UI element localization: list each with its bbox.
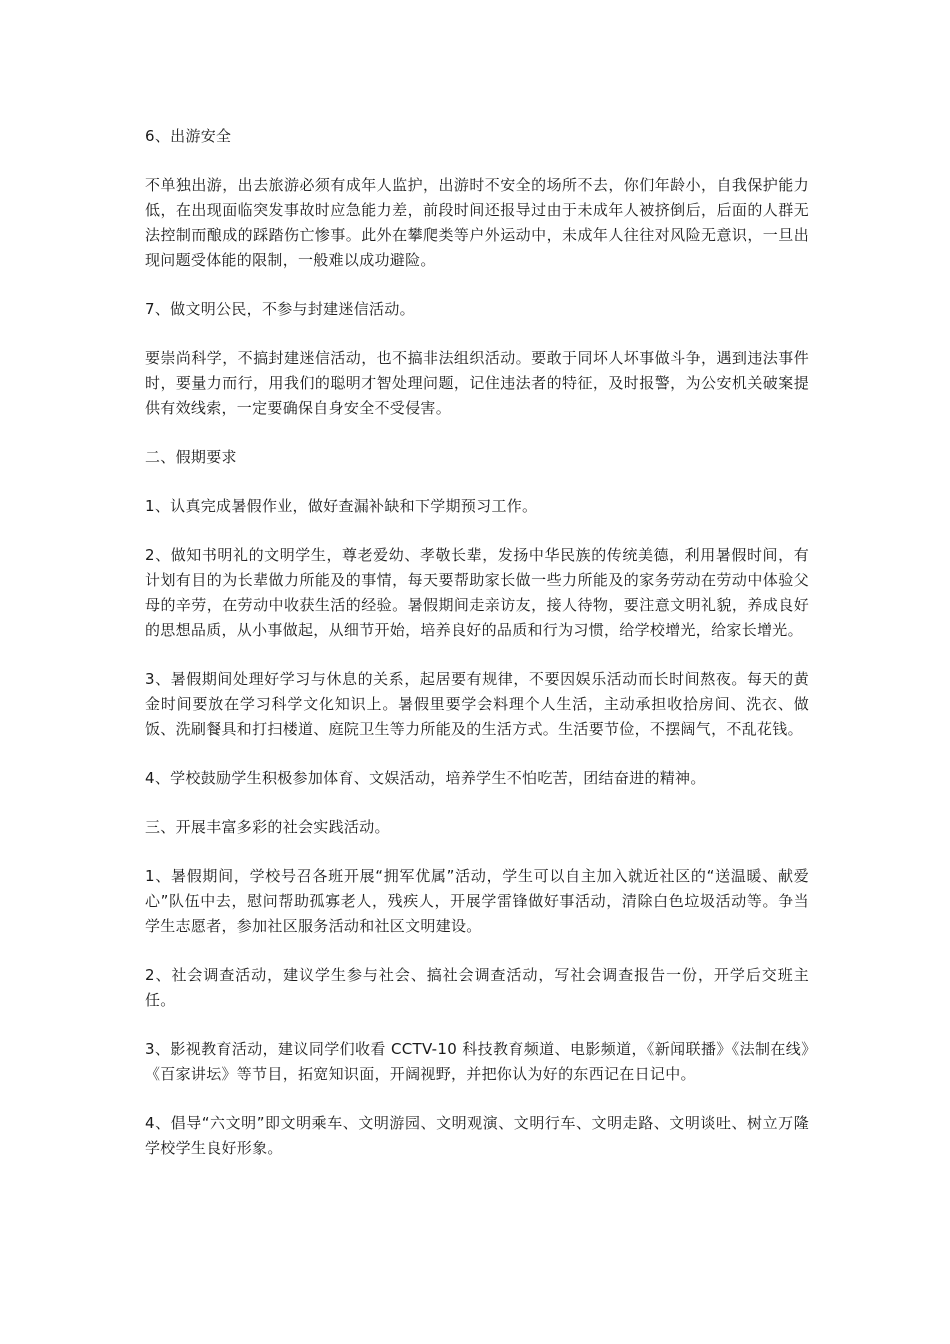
paragraph-practice-1: 1、暑假期间，学校号召各班开展“拥军优属”活动，学生可以自主加入就近社区的“送温暖、献爱心”队伍中去，慰问帮助孤寡老人，残疾人，开展学雷锋做好事活动，清除白色垃圾活动等。争当学生志愿者，参加社区服务活动和社区文明建设。 bbox=[145, 867, 809, 935]
paragraph-requirement-1: 1、认真完成暑假作业，做好查漏补缺和下学期预习工作。 bbox=[145, 497, 538, 515]
section-heading-travel-safety: 6、出游安全 bbox=[145, 127, 232, 145]
paragraph-requirement-2: 2、做知书明礼的文明学生，尊老爱幼、孝敬长辈，发扬中华民族的传统美德，利用暑假时间，有计划有目的为长辈做力所能及的事情，每天要帮助家长做一些力所能及的家务劳动在劳动中体验父母的辛劳，在劳动中收获生活的经验。暑假期间走亲访友，接人待物，要注意文明礼貌，养成良好的思想品质，从小事做起，从细节开始，培养良好的品质和行为习惯，给学校增光，给家长增光。 bbox=[145, 546, 809, 639]
paragraph-travel-safety: 不单独出游，出去旅游必须有成年人监护，出游时不安全的场所不去，你们年龄小，自我保护能力低，在出现面临突发事故时应急能力差，前段时间还报导过由于未成年人被挤倒后，后面的人群无法控制而酿成的踩踏伤亡惨事。此外在攀爬类等户外运动中，未成年人往往对风险无意识，一旦出现问题受体能的限制，一般难以成功避险。 bbox=[145, 176, 809, 269]
paragraph-requirement-3: 3、暑假期间处理好学习与休息的关系，起居要有规律，不要因娱乐活动而长时间熬夜。每天的黄金时间要放在学习科学文化知识上。暑假里要学会料理个人生活，主动承担收拾房间、洗衣、做饭、洗刷餐具和打扫楼道、庭院卫生等力所能及的生活方式。生活要节俭，不摆阔气，不乱花钱。 bbox=[145, 670, 809, 738]
section-heading-social-practice: 三、开展丰富多彩的社会实践活动。 bbox=[145, 818, 390, 836]
section-heading-holiday-requirements: 二、假期要求 bbox=[145, 448, 237, 466]
paragraph-practice-3: 3、影视教育活动，建议同学们收看 CCTV-10 科技教育频道、电影频道，《新闻联播》《法制在线》《百家讲坛》等节目，拓宽知识面，开阔视野，并把你认为好的东西记在日记中。 bbox=[145, 1040, 809, 1083]
paragraph-civilized-citizen: 要崇尚科学，不搞封建迷信活动，也不搞非法组织活动。要敢于同坏人坏事做斗争，遇到违法事件时，要量力而行，用我们的聪明才智处理问题，记住违法者的特征，及时报警，为公安机关破案提供有效线索，一定要确保自身安全不受侵害。 bbox=[145, 349, 809, 417]
paragraph-practice-4: 4、倡导“六文明”即文明乘车、文明游园、文明观演、文明行车、文明走路、文明谈吐、树立万隆学校学生良好形象。 bbox=[145, 1114, 809, 1157]
section-heading-civilized-citizen: 7、做文明公民，不参与封建迷信活动。 bbox=[145, 300, 415, 318]
paragraph-practice-2: 2、社会调查活动，建议学生参与社会、搞社会调查活动，写社会调查报告一份，开学后交班主任。 bbox=[145, 966, 809, 1009]
paragraph-requirement-4: 4、学校鼓励学生积极参加体育、文娱活动，培养学生不怕吃苦，团结奋进的精神。 bbox=[145, 769, 706, 787]
document-body bbox=[145, 124, 809, 1185]
